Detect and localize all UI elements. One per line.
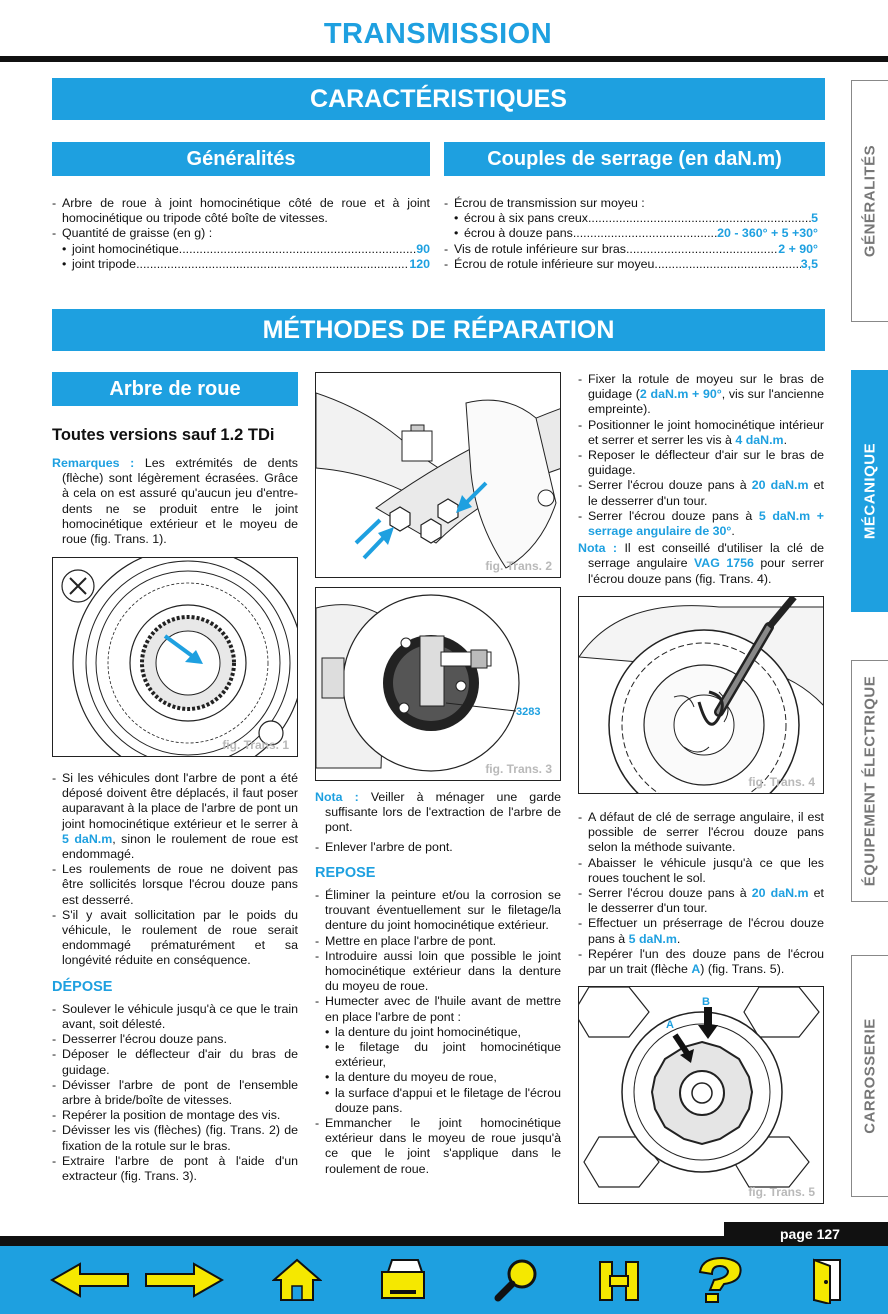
list-item: - Serrer l'écrou douze pans à 20 daN.m et le desserrer d'un tour.: [578, 478, 824, 508]
list-item: - Quantité de graisse (en g) :: [52, 226, 213, 241]
figure-caption: fig. Trans. 3: [485, 762, 552, 776]
list-item: - Reposer le déflecteur d'air sur le bras de guidage.: [578, 448, 824, 478]
list-item: - Éliminer la peinture et/ou la corrosion se trouvant éventuellement sur le filetage/la denture du joint homocinétique extérieur.: [315, 888, 561, 933]
figure-trans-2: [315, 372, 561, 578]
page-number: page 127: [724, 1222, 888, 1246]
forward-arrow-icon[interactable]: [142, 1256, 224, 1304]
tab-mecanique[interactable]: MÉCANIQUE: [851, 370, 888, 612]
repose-heading: REPOSE: [315, 864, 376, 881]
header-rule: [0, 56, 888, 62]
caracteristiques-banner: CARACTÉRISTIQUES: [52, 78, 825, 120]
list-item: - Déposer le déflecteur d'air du bras de guidage.: [52, 1047, 298, 1077]
figure-caption: fig. Trans. 1: [222, 738, 289, 752]
arbre-bullets: [52, 771, 298, 1184]
list-item: - Positionner le joint homocinétique intérieur et serrer et serrer les vis à 4 daN.m.: [578, 417, 824, 447]
list-item: - Fixer la rotule de moyeu sur le bras de guidage (2 daN.m + 90°, vis sur l'ancienne empreinte).: [578, 372, 824, 417]
figure-caption: fig. Trans. 4: [748, 775, 815, 789]
figure-trans-4: [578, 596, 824, 794]
print-icon[interactable]: [378, 1256, 428, 1304]
arbre-subtitle: Toutes versions sauf 1.2 TDi: [52, 426, 275, 444]
list-item: • écrou à douze pans ..... 20 - 360° + 5 +30°: [444, 226, 818, 241]
exit-icon[interactable]: [806, 1256, 846, 1304]
list-item: - Repérer l'un des douze pans de l'écrou par un trait (flèche A) (fig. Trans. 5).: [578, 946, 824, 977]
generalites-heading: Généralités: [52, 142, 430, 176]
list-item: • la denture du moyeu de roue,: [325, 1070, 497, 1085]
tab-generalites[interactable]: GÉNÉRALITÉS: [851, 80, 888, 322]
col3-text-top: [578, 372, 824, 587]
arrow-a-label: A: [666, 1019, 674, 1031]
list-item: - Emmancher le joint homocinétique extérieur dans le moyeu de roue jusqu'à ce que le joint s'applique dans le roulement de roue.: [315, 1116, 561, 1176]
page-title: TRANSMISSION: [323, 18, 553, 50]
col3-text-bottom: [578, 810, 824, 977]
nota-paragraph: Nota : Il est conseillé d'utiliser la clé de serrage angulaire VAG 1756 pour serrer l'écrou douze pans (fig. Trans. 4).: [578, 541, 824, 586]
angular-wrench-illustration: [579, 597, 824, 794]
tab-equipement-electrique[interactable]: ÉQUIPEMENT ÉLECTRIQUE: [851, 660, 888, 902]
list-item: • écrou à six pans creux ..... 5: [444, 211, 818, 226]
list-item: - Serrer l'écrou douze pans à 5 daN.m + serrage angulaire de 30°.: [578, 508, 824, 539]
list-item: - Mettre en place l'arbre de pont.: [315, 933, 497, 948]
help-icon[interactable]: [688, 1256, 750, 1304]
list-item: - Desserrer l'écrou douze pans.: [52, 1032, 227, 1047]
search-icon[interactable]: [492, 1256, 542, 1304]
list-item: - Repérer la position de montage des vis.: [52, 1108, 281, 1123]
list-item: - Soulever le véhicule jusqu'à ce que le train avant, soit délesté.: [52, 1001, 298, 1032]
figure-trans-1: [52, 557, 298, 757]
list-item: - Dévisser les vis (flèches) (fig. Trans. 2) de fixation de la rotule sur le bras.: [52, 1123, 298, 1153]
figure-caption: fig. Trans. 5: [748, 1185, 815, 1199]
couples-content: [444, 196, 818, 272]
home-icon[interactable]: [272, 1256, 322, 1304]
tool-reference-label: 3283: [516, 706, 541, 718]
list-item: - Enlever l'arbre de pont.: [315, 839, 453, 854]
ball-joint-illustration: [316, 373, 561, 578]
arbre-heading: Arbre de roue: [52, 372, 298, 406]
list-item: - Extraire l'arbre de pont à l'aide d'un extracteur (fig. Trans. 3).: [52, 1153, 298, 1184]
list-item: - Vis de rotule inférieure sur bras ..... 2 + 90°: [444, 242, 818, 257]
nota-paragraph: Nota : Veiller à ménager une garde suffisante lors de l'extraction de l'arbre de pont.: [315, 790, 561, 835]
figure-trans-3: [315, 587, 561, 781]
list-item: • joint homocinétique ..... 90: [52, 242, 430, 257]
list-item: • le filetage du joint homocinétique extérieur,: [325, 1040, 561, 1070]
navigation-bar: [0, 1246, 888, 1314]
col2-text: [315, 790, 561, 1177]
list-item: - Écrou de transmission sur moyeu :: [444, 196, 645, 210]
arrow-b-label: B: [702, 996, 710, 1008]
list-item: • la surface d'appui et le filetage de l'écrou douze pans.: [325, 1085, 561, 1115]
back-arrow-icon[interactable]: [50, 1256, 132, 1304]
list-item: - Écrou de rotule inférieure sur moyeu ..... 3,5: [444, 257, 818, 272]
hub-splines-illustration: [53, 558, 298, 757]
twelve-point-nut-illustration: [579, 987, 824, 1204]
list-item: - Dévisser l'arbre de pont de l'ensemble arbre à bride/boîte de vitesses.: [52, 1077, 298, 1108]
list-item: - Si les véhicules dont l'arbre de pont a été déposé doivent être déplacés, il faut poser auparavant à la place de l'arbre de pont un joint homocinétique extérieur et le serrer à 5 daN.m, sinon le roulement de roue est endommagé.: [52, 771, 298, 862]
index-icon[interactable]: [594, 1256, 644, 1304]
list-item: - Les roulements de roue ne doivent pas être sollicités lorsque l'écrou douze pans est desserré.: [52, 862, 298, 907]
generalites-content: [52, 196, 430, 272]
figure-trans-5: [578, 986, 824, 1204]
methodes-banner: MÉTHODES DE RÉPARATION: [52, 309, 825, 351]
list-item: • la denture du joint homocinétique,: [325, 1024, 521, 1039]
list-item: - Humecter avec de l'huile avant de mettre en place l'arbre de pont :: [315, 994, 561, 1024]
figure-caption: fig. Trans. 2: [485, 559, 552, 573]
list-item: - S'il y avait sollicitation par le poids du véhicule, le roulement de roue serait endommagé prématurément et sa longévité réduite en conséquence.: [52, 907, 298, 968]
list-item: - Introduire aussi loin que possible le joint homocinétique extérieur dans la denture du moyeu de roue.: [315, 948, 561, 994]
list-item: - Serrer l'écrou douze pans à 20 daN.m et le desserrer d'un tour.: [578, 886, 824, 916]
list-item: - A défaut de clé de serrage angulaire, il est possible de serrer l'écrou douze pans selon la méthode suivante.: [578, 810, 824, 855]
remarques-paragraph: Remarques : Les extrémités de dents (flèche) sont légèrement écrasées. Grâce à cela on est assuré qu'aucun jeu d'entre-dents ne se produit entre le joint homocinétique extérieur et le moyeu de roue (fig. Trans. 1).: [52, 456, 298, 547]
couples-heading: Couples de serrage (en daN.m): [444, 142, 825, 176]
list-item: - Effectuer un préserrage de l'écrou douze pans à 5 daN.m.: [578, 916, 824, 946]
tab-carrosserie[interactable]: CARROSSERIE: [851, 955, 888, 1197]
puller-tool-illustration: [316, 588, 561, 781]
list-item: - Abaisser le véhicule jusqu'à ce que les roues touchent le sol.: [578, 855, 824, 885]
depose-heading: DÉPOSE: [52, 978, 113, 995]
list-item: • joint tripode ..... 120: [52, 257, 430, 272]
list-item: - Arbre de roue à joint homocinétique côté de roue et à joint homocinétique ou tripode côté boîte de vitesses.: [52, 196, 430, 226]
